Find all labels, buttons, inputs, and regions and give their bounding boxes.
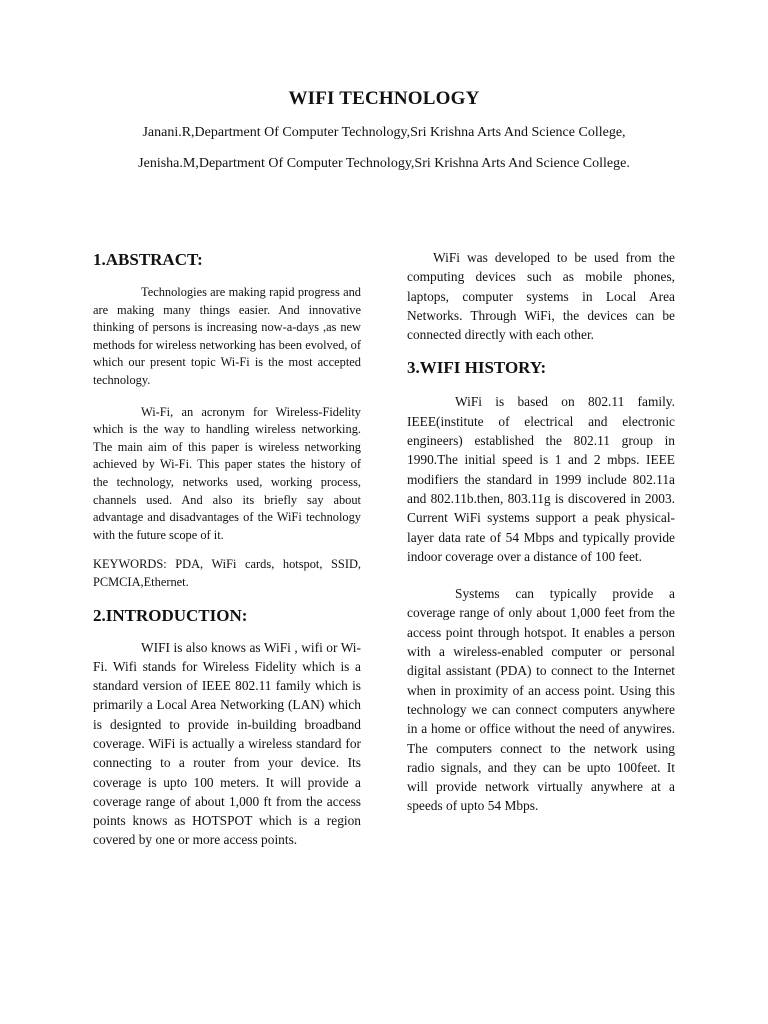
paper-title: WIFI TECHNOLOGY [288, 88, 480, 109]
history-paragraph-1: WiFi is based on 802.11 family. IEEE(institute of electrical and electronic engineers) established the 802.11 group in 1990.The initial speed is 1 and 2 mbps. IEEE modifiers the standard in 1999 include 802.11a and 802.11b.then, 803.11g is discovered in 2003. Current WiFi systems support a peak physical-layer data rate of 54 Mbps and typically provide indoor coverage over a distance of 100 feet. [407, 394, 675, 564]
abstract-paragraph-2: Wi-Fi, an acronym for Wireless-Fidelity which is the way to handling wireless networking. The main aim of this paper is wireless networking achieved by Wi-Fi. This paper states the history of the technology, networks used, working process, channels used. And also its briefly say about advantage and disadvantages of the WiFi technology with the future scope of it. [93, 404, 361, 542]
introduction-paragraph-1: WIFI is also knows as WiFi , wifi or Wi-Fi. Wifi stands for Wireless Fidelity which is a standard version of IEEE 802.11 family which is primarily a Local Area Networking (LAN) which is designted to provide in-building broadband coverage. WiFi is actually a wireless standard for connecting to a router from your device. Its coverage is upto 100 meters. It will provide a coverage range of about 1,000 ft from the access points knows as HOTSPOT which is a region covered by one or more access points. [93, 639, 361, 848]
left-column [93, 240, 361, 850]
history-paragraph-2: Systems can typically provide a coverage range of only about 1,000 feet from the access point through hotspot. It enables a person with a wireless-enabled computer or personal digital assistant (PDA) to connect to the Internet when in proximity of an access point. Using this technology we can connect computers anywhere in a home or office without the need of anywires. The computers connect to the network using radio signals, and they can be upto 100feet. It will provide network virtually anywhere at a speeds of upto 54 Mbps. [407, 586, 675, 814]
author-line-1: Janani.R,Department Of Computer Technology,Sri Krishna Arts And Science College, [142, 125, 626, 140]
abstract-paragraph-1: Technologies are making rapid progress and are making many things easier. And innovative thinking of persons is increasing now-a-days ,as new methods for wireless networking has been evolved, of which our present topic Wi-Fi is the most accepted technology. [93, 285, 361, 387]
introduction-heading: 2.INTRODUCTION: [93, 605, 248, 625]
abstract-heading: 1.ABSTRACT: [93, 250, 203, 269]
right-column [407, 240, 675, 816]
right-intro-paragraph: WiFi was developed to be used from the computing devices such as mobile phones, laptops, computer systems in Local Area Networks. Through WiFi, the devices can be connected directly with each other. [407, 250, 675, 343]
keywords: KEYWORDS: PDA, WiFi cards, hotspot, SSID, PCMCIA,Ethernet. [93, 557, 361, 589]
author-line-2: Jenisha.M,Department Of Computer Technology,Sri Krishna Arts And Science College. [138, 156, 630, 171]
history-heading: 3.WIFI HISTORY: [407, 358, 547, 378]
